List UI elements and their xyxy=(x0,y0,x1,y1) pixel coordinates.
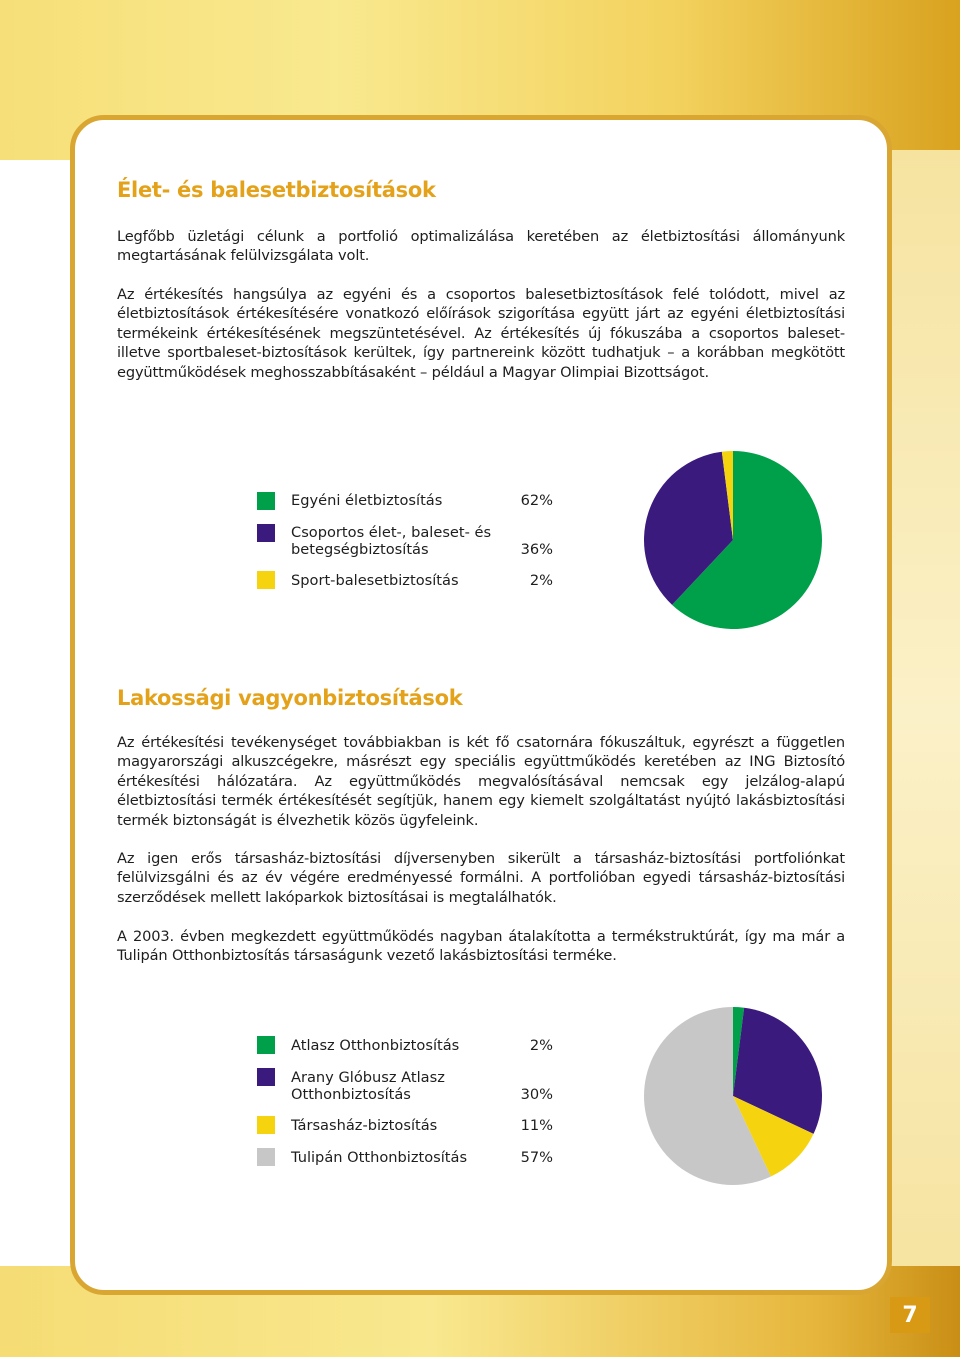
legend-swatch xyxy=(257,1116,275,1134)
paragraph-cooperation-2003: A 2003. évben megkezdett együttműködés nagyban átalakította a termékstruktúrát, így ma már a Tulipán Otthonbiztosítás társaságunk vezető lakásbiztosítási terméke. xyxy=(117,928,845,965)
legend-swatch xyxy=(257,1148,275,1166)
legend-value: 2% xyxy=(529,572,553,589)
section-heading-life-accident: Élet- és balesetbiztosítások xyxy=(117,178,436,202)
legend-swatch xyxy=(257,524,275,542)
legend-value: 36% xyxy=(520,541,553,558)
legend-label: Sport-balesetbiztosítás xyxy=(291,572,459,589)
legend-value: 2% xyxy=(529,1037,553,1054)
legend-swatch xyxy=(257,1068,275,1086)
right-background-strip xyxy=(880,150,960,1280)
page-number: 7 xyxy=(902,1302,918,1328)
paragraph-sales-focus: Az értékesítés hangsúlya az egyéni és a csoportos balesetbiztosítások felé tolódott, mivel az életbiztosítások értékesítésére vonatkozó előírások szigorítása együtt járt az egyéni életbiztosítási termékeink értékesítésének megszüntetésével. Az értékesítés új fókuszába a csoportos baleset- illetve sportbaleset-biztosítások kerültek, így partnereink között tudhatjuk – a korábban megkötött együttműködések meghosszabbításaként – például a Magyar Olimpiai Bizottságot. xyxy=(117,286,845,381)
section-heading-property: Lakossági vagyonbiztosítások xyxy=(117,686,463,710)
legend-value: 62% xyxy=(520,492,553,509)
paragraph-portfolio-goal: Legfőbb üzletági célunk a portfolió optimalizálása keretében az életbiztosítási állományunk megtartásának felülvizsgálata volt. xyxy=(117,228,845,265)
paragraph-sales-channels: Az értékesítési tevékenységet továbbiakban is két fő csatornára fókuszáltuk, egyrészt a független magyarországi alkuszcégekre, másrészt egy speciális együttműködés keretében az ING Biztosító értékesítési hálózatára. Az együttműködés megvalósításával nemcsak egy jelzálog-alapú életbiztosítási termék értékesítését segítjük, hanem egy kiemelt szolgáltatást nyújtó lakásbiztosítási termék biztonságát is élvezhetik közös ügyfeleink. xyxy=(117,734,845,829)
legend-label: Csoportos élet-, baleset- és betegségbiztosítás xyxy=(291,524,492,558)
legend-value: 57% xyxy=(520,1149,553,1166)
legend-value: 11% xyxy=(520,1117,553,1134)
legend-label: Tulipán Otthonbiztosítás xyxy=(291,1149,468,1166)
pie-chart-property xyxy=(643,1006,823,1186)
legend-label: Arany Glóbusz Atlasz Otthonbiztosítás xyxy=(291,1069,445,1103)
page-number-badge xyxy=(890,1297,930,1333)
paragraph-condominium: Az igen erős társasház-biztosítási díjversenyben sikerült a társasház-biztosítási portfoliónkat felülvizsgálni és az év végére eredményessé formálni. A portfolióban egyedi társasház-biztosítási szerződések mellett lakóparkok biztosításai is megtalálhatók. xyxy=(117,850,845,906)
legend-swatch xyxy=(257,571,275,589)
legend-label: Társasház-biztosítás xyxy=(291,1117,438,1134)
legend-swatch xyxy=(257,492,275,510)
legend-swatch xyxy=(257,1036,275,1054)
legend-value: 30% xyxy=(520,1086,553,1103)
legend-label: Atlasz Otthonbiztosítás xyxy=(291,1037,460,1054)
legend-label: Egyéni életbiztosítás xyxy=(291,492,443,509)
pie-chart-life xyxy=(643,449,823,631)
